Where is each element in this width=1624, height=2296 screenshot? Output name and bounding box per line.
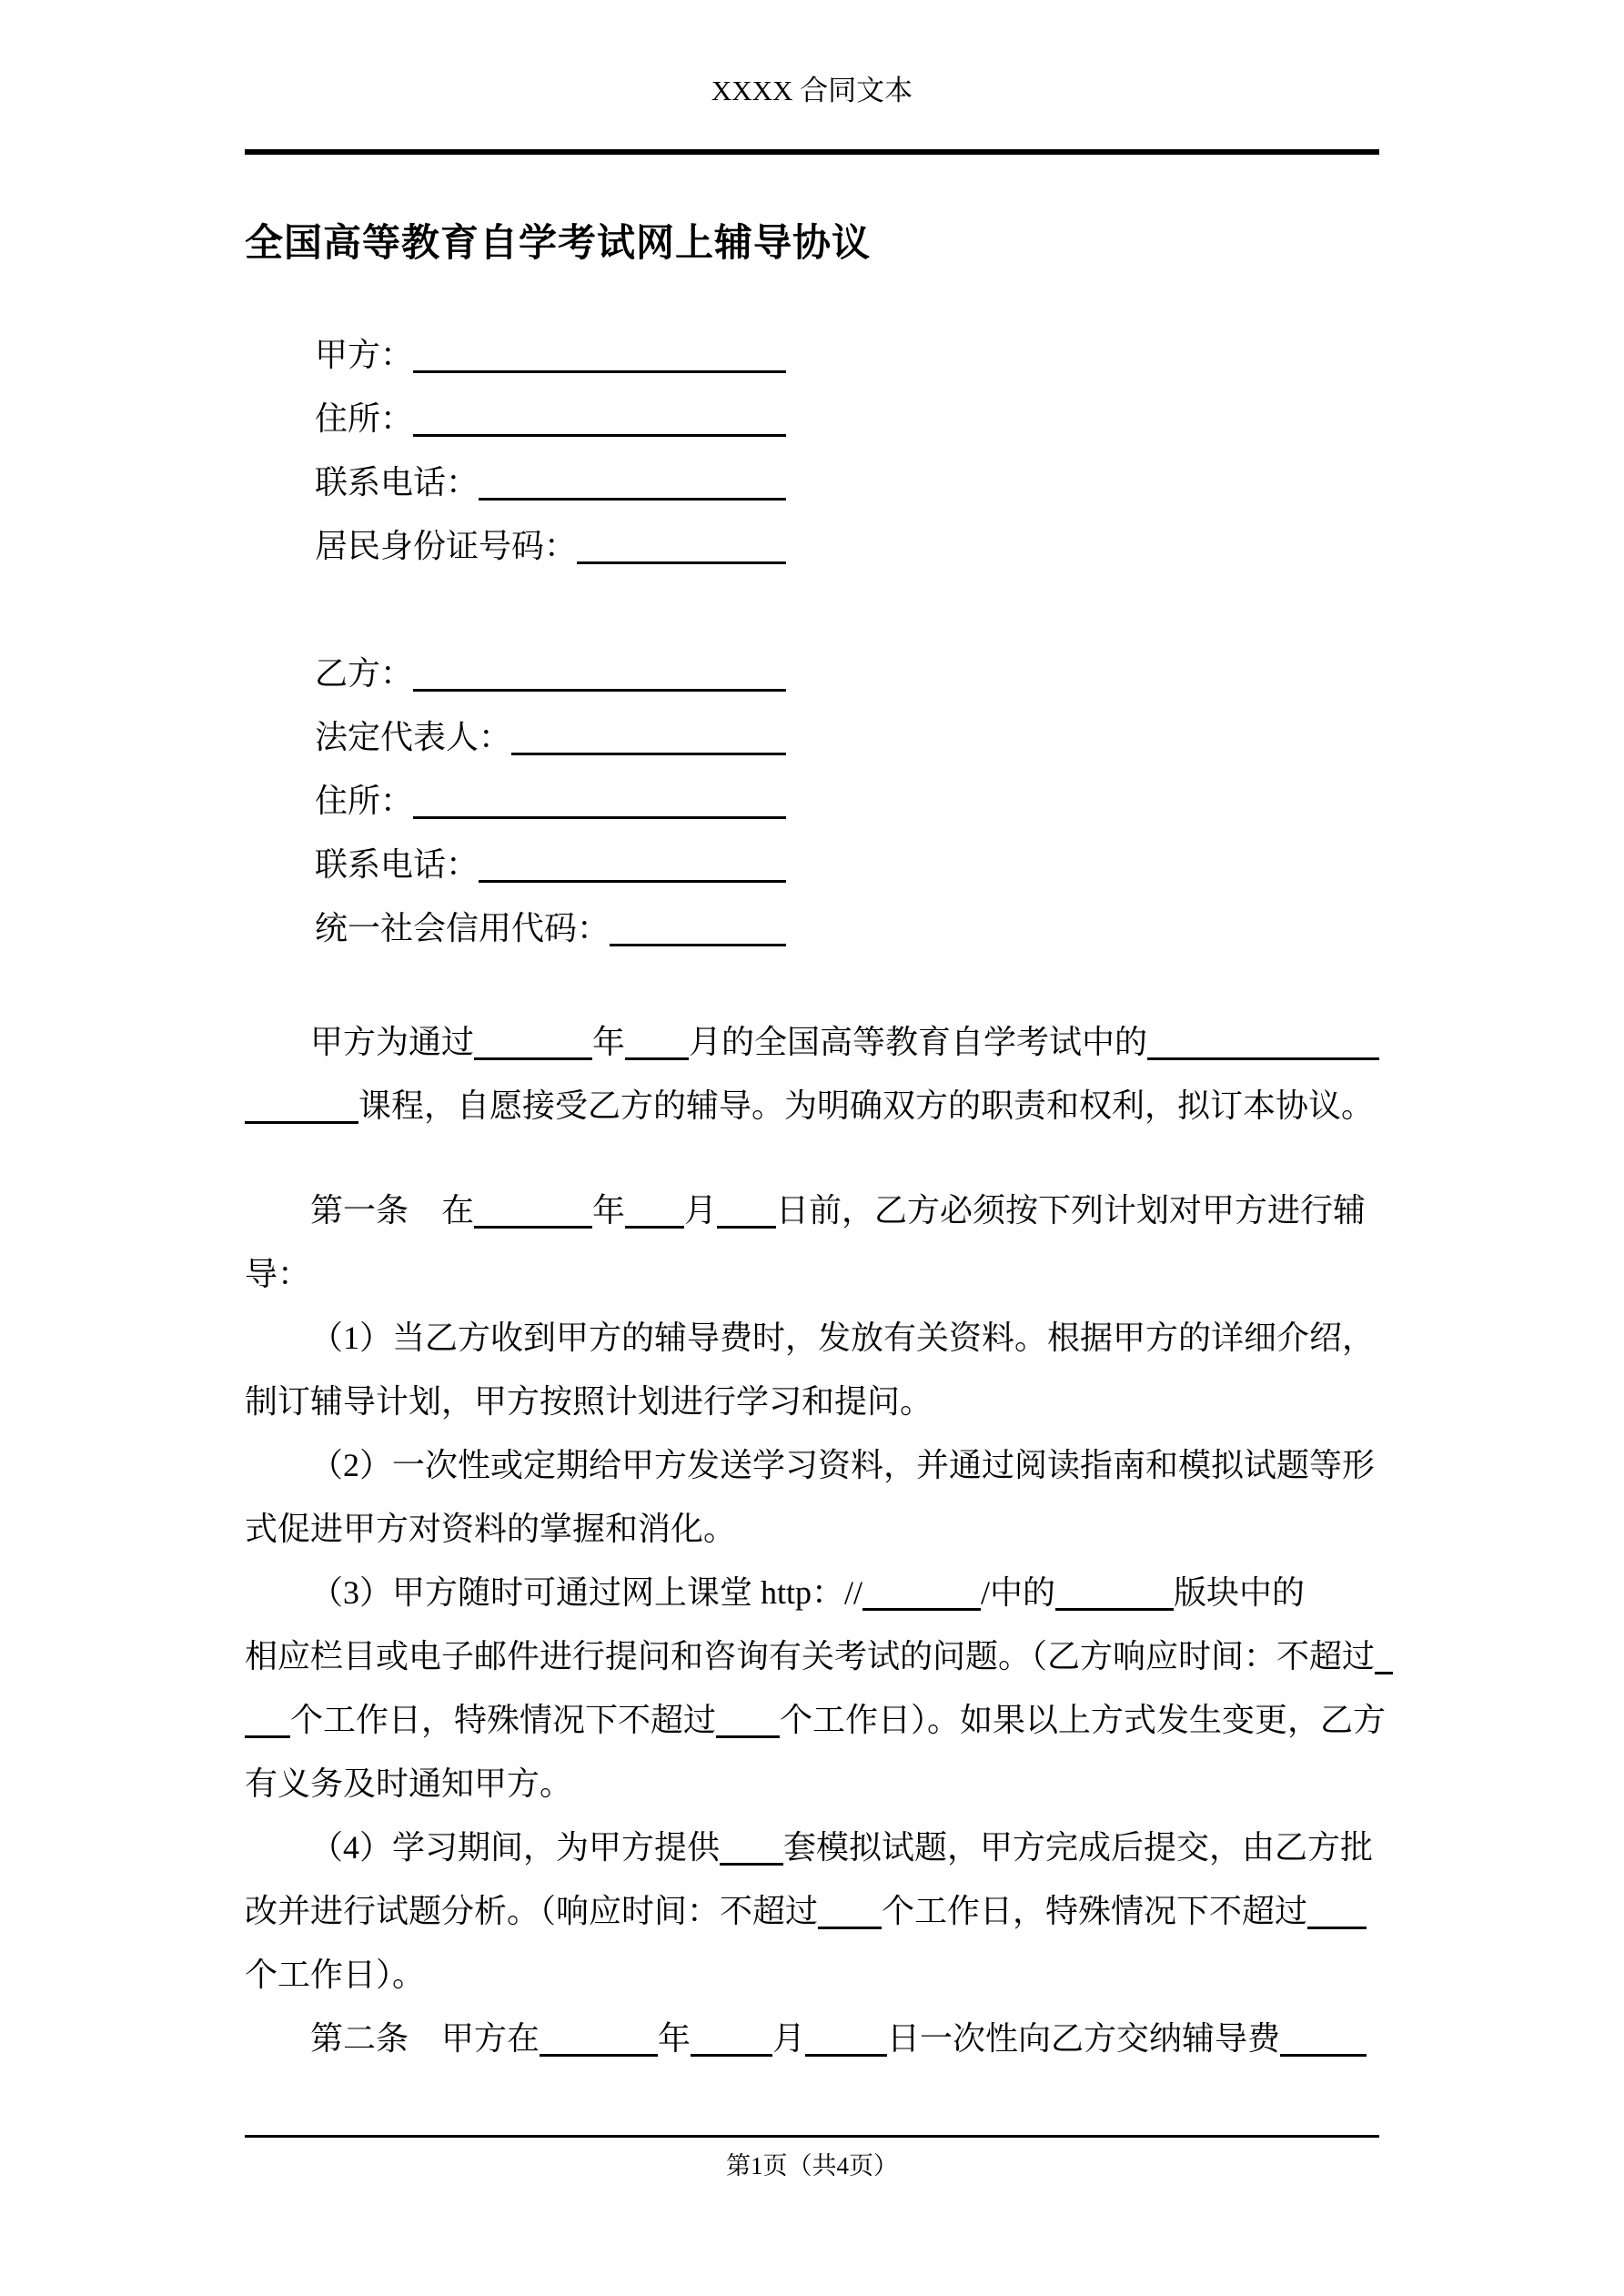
line-text: 改并进行试题分析。（响应时间：不超过 <box>245 1893 819 1929</box>
blank-line <box>805 2023 887 2057</box>
body-line <box>245 1943 1379 2007</box>
blank-line <box>245 1090 358 1124</box>
line-text: 日前，乙方必须按下列计划对甲方进行辅 <box>776 1192 1367 1229</box>
blank-line <box>413 403 786 437</box>
blank-line <box>540 2023 658 2057</box>
body-line <box>245 1242 1379 1306</box>
line-text: 个工作日，特殊情况下不超过 <box>882 1893 1308 1929</box>
blank-line <box>716 1704 780 1738</box>
line-text: 个工作日）。 <box>245 1957 426 1993</box>
party-a-fields <box>245 323 1379 578</box>
blank-line <box>413 785 786 819</box>
body-line <box>245 1370 1379 1433</box>
line-text: 年 <box>658 2020 691 2057</box>
header-rule <box>245 149 1379 155</box>
blank-line <box>610 913 786 946</box>
blank-line <box>625 1027 689 1060</box>
blank-line <box>1055 1577 1174 1611</box>
line-text: 课程，自愿接受乙方的辅导。为明确双方的职责和权利，拟订本协议。 <box>358 1087 1375 1124</box>
line-text: 导： <box>245 1256 311 1292</box>
blank-line <box>717 1195 776 1229</box>
line-text: 版块中的 <box>1174 1574 1306 1611</box>
body-line <box>245 1752 1379 1816</box>
blank-line <box>245 1704 290 1738</box>
line-text: 有义务及时通知甲方。 <box>245 1765 573 1802</box>
body-line <box>245 1306 1379 1370</box>
blank-line <box>474 1195 592 1229</box>
page-footer <box>245 2135 1379 2181</box>
line-text: 月 <box>684 1192 718 1229</box>
field-row <box>245 833 1379 896</box>
body-line <box>245 1624 1379 1688</box>
blank-line <box>511 722 786 755</box>
line-text: 制订辅导计划，甲方按照计划进行学习和提问。 <box>245 1383 933 1420</box>
body-line <box>245 1178 1379 1242</box>
blank-line <box>413 339 786 373</box>
field-label: 联系电话： <box>315 464 479 501</box>
field-row <box>245 769 1379 833</box>
line-text: 年 <box>592 1192 626 1229</box>
body-line <box>245 2007 1379 2070</box>
blank-line <box>1375 1641 1393 1674</box>
field-row <box>245 514 1379 578</box>
field-row <box>245 896 1379 960</box>
body-line <box>245 1561 1379 1624</box>
blank-line <box>413 658 786 692</box>
blank-line <box>1307 1896 1367 1929</box>
line-text: 套模拟试题，甲方完成后提交，由乙方批 <box>783 1829 1374 1866</box>
field-row <box>245 705 1379 769</box>
line-text: 相应栏目或电子邮件进行提问和咨询有关考试的问题。（乙方响应时间：不超过 <box>245 1638 1376 1674</box>
blank-line <box>691 2023 772 2057</box>
body-line <box>245 1497 1379 1561</box>
clauses-paragraphs <box>245 1178 1387 2070</box>
page-number: 第1页（共4页） <box>726 2152 898 2180</box>
field-label: 统一社会信用代码： <box>315 910 610 946</box>
blank-line <box>720 1832 783 1866</box>
body-line <box>245 1433 1379 1497</box>
blank-line <box>577 531 786 564</box>
line-text: 个工作日）。如果以上方式发生变更，乙方 <box>780 1702 1387 1738</box>
field-label: 法定代表人： <box>315 719 512 755</box>
line-text: 式促进甲方对资料的掌握和消化。 <box>245 1511 737 1547</box>
field-row <box>245 387 1379 450</box>
line-text: （1）当乙方收到甲方的辅导费时，发放有关资料。根据甲方的详细介绍， <box>310 1320 1376 1356</box>
page-header <box>245 0 1379 107</box>
field-label: 住所： <box>315 783 414 819</box>
intro-paragraph <box>245 1010 1379 1138</box>
line-text: 日一次性向乙方交纳辅导费 <box>887 2020 1281 2057</box>
blank-line <box>1147 1027 1379 1060</box>
body-line <box>245 1074 1379 1138</box>
line-text: 第二条 甲方在 <box>310 2020 540 2057</box>
field-row <box>245 323 1379 387</box>
line-text: 月 <box>772 2020 806 2057</box>
line-text: 个工作日，特殊情况下不超过 <box>290 1702 717 1738</box>
page-content <box>245 0 1387 2070</box>
body-line <box>245 1688 1387 1752</box>
blank-line <box>862 1577 981 1611</box>
field-label: 居民身份证号码： <box>315 528 578 564</box>
field-label: 甲方： <box>315 337 414 373</box>
line-text: （4）学习期间，为甲方提供 <box>310 1829 721 1866</box>
blank-line <box>1280 2023 1367 2057</box>
line-text: /中的 <box>981 1574 1056 1611</box>
field-row <box>245 450 1379 514</box>
line-text: （3）甲方随时可通过网上课堂 http：// <box>310 1574 863 1611</box>
field-label: 联系电话： <box>315 846 479 883</box>
party-b-fields <box>245 642 1379 960</box>
header-text: XXXX 合同文本 <box>711 75 913 106</box>
line-text: （2）一次性或定期给甲方发送学习资料，并通过阅读指南和模拟试题等形 <box>310 1447 1376 1483</box>
blank-line <box>625 1195 684 1229</box>
line-text: 月的全国高等教育自学考试中的 <box>689 1024 1148 1060</box>
line-text: 第一条 在 <box>310 1192 475 1229</box>
blank-line <box>479 467 786 501</box>
field-label: 乙方： <box>315 655 414 692</box>
body-line <box>245 1879 1379 1943</box>
body-line <box>245 1816 1379 1879</box>
line-text: 甲方为通过 <box>310 1024 475 1060</box>
line-text: 年 <box>592 1024 626 1060</box>
body-line <box>245 1010 1379 1074</box>
field-row <box>245 642 1379 705</box>
document-title: 全国高等教育自学考试网上辅导协议 <box>245 221 872 264</box>
blank-line <box>479 849 786 883</box>
blank-line <box>818 1896 882 1929</box>
blank-line <box>474 1027 592 1060</box>
field-label: 住所： <box>315 400 414 437</box>
